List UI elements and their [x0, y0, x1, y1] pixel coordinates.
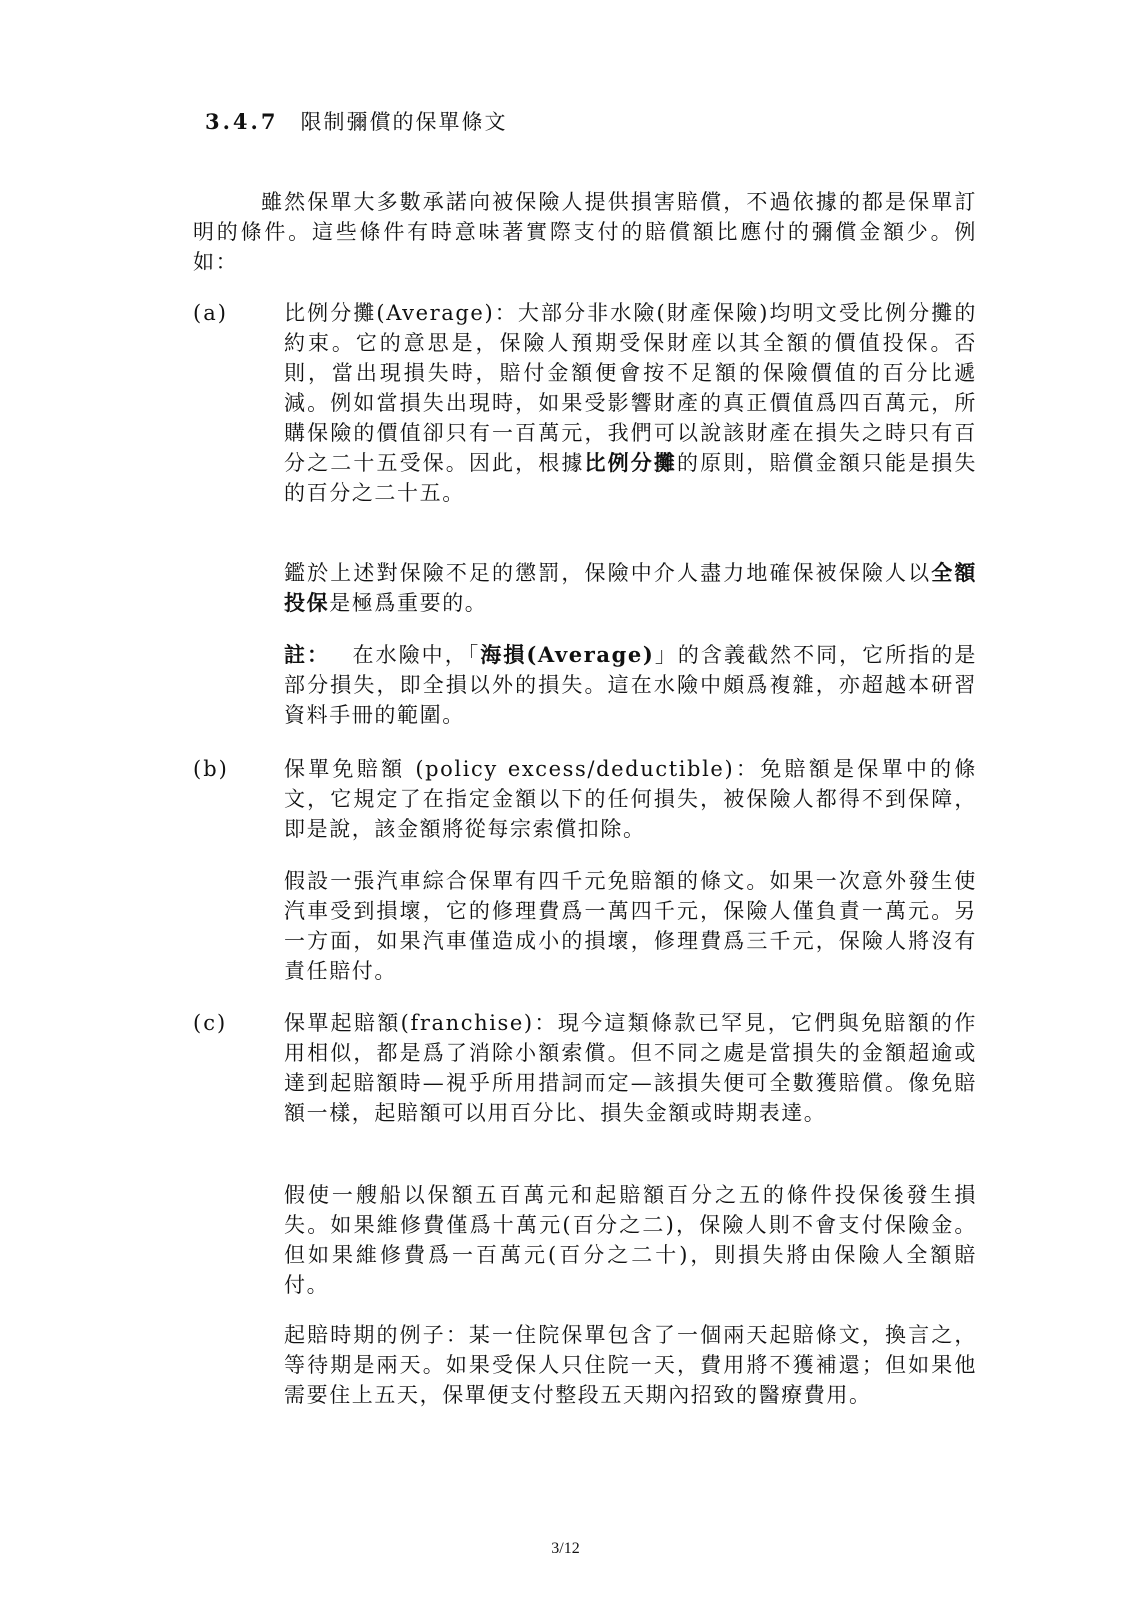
- item-a-p2-bold-term: 全額投保: [284, 560, 977, 615]
- item-label-b: (b): [193, 757, 229, 781]
- section-heading: [205, 106, 507, 136]
- section-title: 限制彌償的保單條文: [300, 110, 508, 134]
- item-a-note: [284, 640, 977, 730]
- item-a-paragraph-1: [284, 298, 977, 508]
- item-c-paragraph-2: 假使一艘船以保額五百萬元和起賠額百分之五的條件投保後發生損失。如果維修費僅爲十萬元(百分之二)，保險人則不會支付保險金。但如果維修費爲一百萬元(百分之二十)，則損失將由保險人全額賠付。: [284, 1183, 977, 1297]
- item-label-c: (c): [193, 1011, 228, 1035]
- item-a-p1-text: 比例分攤(Average)：大部分非水險(財產保險)均明文受比例分攤的約束。它的意思是，保險人預期受保財産以其全額的價值投保。否則，當出現損失時，賠付金額便會按不足額的保險價值的百分比遞減。例如當損失出現時，如果受影響財產的真正價值爲四百萬元，所購保險的價值卻只有一百萬元，我們可以說該財產在損失之時只有百分之二十五受保。因此，根據: [284, 301, 977, 475]
- note-label: 註：: [284, 642, 331, 667]
- intro-paragraph: 雖然保單大多數承諾向被保險人提供損害賠償，不過依據的都是保單訂明的條件。這些條件有時意味著實際支付的賠償額比應付的彌償金額少。例如：: [193, 190, 977, 274]
- item-b-paragraph-2: 假設一張汽車綜合保單有四千元免賠額的條文。如果一次意外發生使汽車受到損壞，它的修理費爲一萬四千元，保險人僅負責一萬元。另一方面，如果汽車僅造成小的損壞，修理費爲三千元，保險人將沒有責任賠付。: [284, 869, 977, 983]
- item-c-paragraph-1: 保單起賠額(franchise)：現今這類條款已罕見，它們與免賠額的作用相似，都是爲了消除小額索償。但不同之處是當損失的金額超逾或達到起賠額時—視乎所用措詞而定—該損失便可全數獲賠償。像免賠額一樣，起賠額可以用百分比、損失金額或時期表達。: [284, 1011, 977, 1125]
- note-bold-term: 海損(Average): [480, 642, 655, 667]
- item-a-p2-text: 鑑於上述對保險不足的懲罰，保險中介人盡力地確保被保險人以: [284, 561, 932, 585]
- note-text-end: 」的含義截然不同，它所指的是部分損失，即全損以外的損失。這在水險中頗爲複雜，亦超越本研習資料手冊的範圍。: [284, 643, 977, 727]
- item-a-p2-text-end: 是極爲重要的。: [329, 591, 488, 615]
- page-number: 3/12: [551, 1540, 580, 1557]
- item-a-paragraph-2: [284, 558, 977, 618]
- item-b-paragraph-1: 保單免賠額 (policy excess/deductible)：免賠額是保單中的條文，它規定了在指定金額以下的任何損失，被保險人都得不到保障，即是說，該金額將從每宗索償扣除。: [284, 757, 977, 841]
- item-label-a: (a): [193, 301, 228, 325]
- section-number: 3.4.7: [205, 109, 279, 134]
- item-c-paragraph-3: 起賠時期的例子：某一住院保單包含了一個兩天起賠條文，換言之，等待期是兩天。如果受保人只住院一天，費用將不獲補還；但如果他需要住上五天，保單便支付整段五天期內招致的醫療費用。: [284, 1323, 977, 1407]
- item-a-p1-text-end: 的原則，賠償金額只能是損失的百分之二十五。: [284, 451, 977, 505]
- note-text: 在水險中，「: [352, 643, 481, 667]
- item-a-p1-bold-term: 比例分攤: [584, 450, 677, 475]
